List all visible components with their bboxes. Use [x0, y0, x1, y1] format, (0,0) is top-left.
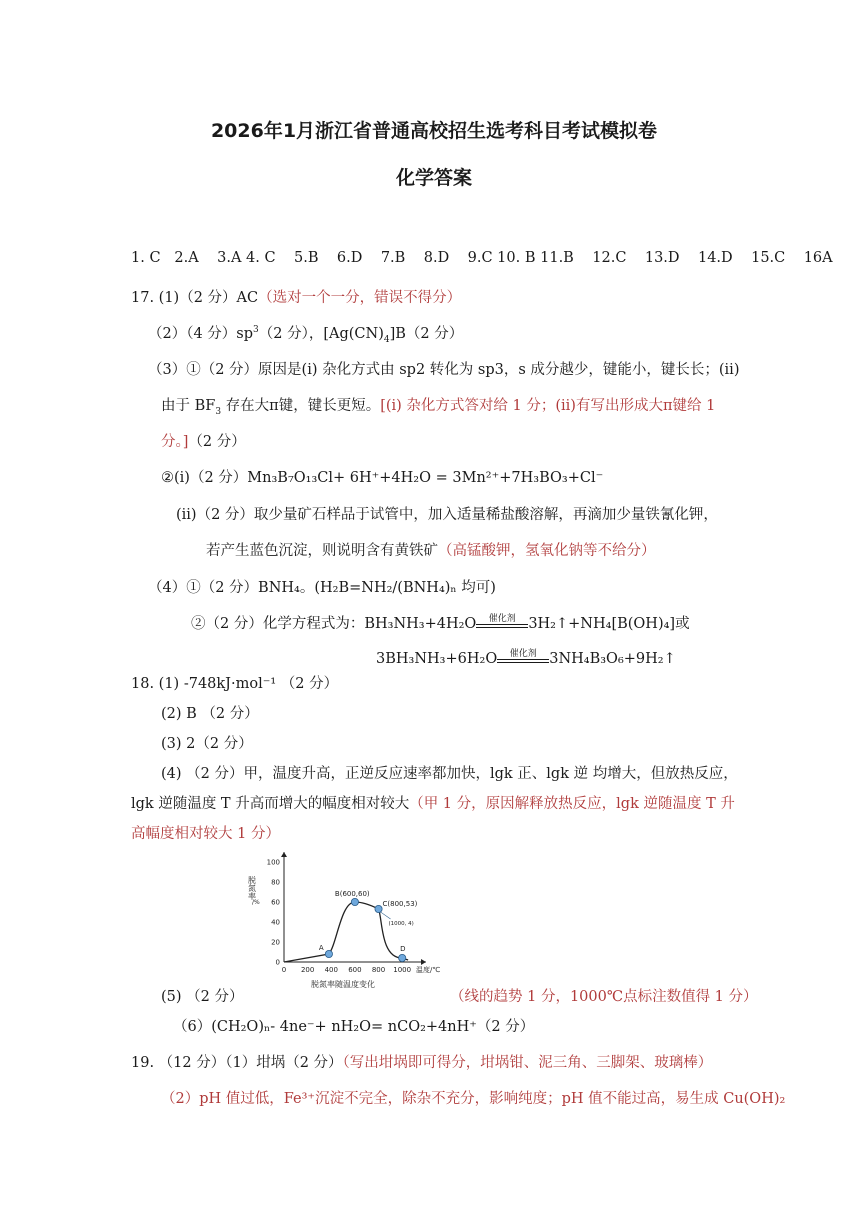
y-axis-arrow: [281, 852, 287, 857]
point-label-D: D: [400, 945, 406, 953]
page-subtitle: 化学答案: [395, 167, 472, 189]
chart-svg: [242, 852, 442, 1000]
q18-part4-line2-text: lgk 逆随温度 T 升高而增大的幅度相对较大: [131, 796, 410, 812]
q18-part6: （6）(CH₂O)ₙ- 4ne⁻+ nH₂O= nCO₂+4nH⁺（2 分）: [173, 1019, 535, 1035]
q17-part3-line2-note: [(i) 杂化方式答对给 1 分；(ii)有写出形成大π键给 1: [380, 398, 716, 414]
annotation-label: (1000, 4): [388, 921, 414, 927]
point-B: [351, 898, 358, 905]
q18-part4-line2-note: （甲 1 分，原因解释放热反应，lgk 逆随温度 T 升: [409, 796, 735, 812]
q18-part4-line1: (4) （2 分）甲，温度升高，正逆反应速率都加快，lgk 正、lgk 逆 均增大，但放热反应，: [161, 766, 738, 782]
q17-part3-ii-line2: [206, 539, 656, 560]
q17-part4-3-rhs: 3NH₄B₃O₆+9H₂↑: [549, 651, 676, 667]
q18-part5-note: （线的趋势 1 分，1000℃点标注数值得 1 分）: [450, 989, 758, 1005]
point-label-C: C(800,53): [382, 900, 418, 908]
y-tick-label: 100: [266, 858, 280, 867]
q17-part2-sub: 4: [383, 334, 390, 345]
q19-part1: [131, 1051, 712, 1072]
y-axis-label: 脱氮率: [247, 876, 257, 900]
q18-part4-line3-note: 高幅度相对较大 1 分）: [131, 826, 280, 842]
q17-part3-line2-a: 由于 BF: [161, 398, 216, 414]
q17-part4-2-rhs: 3H₂↑+NH₄[B(OH)₄]或: [528, 616, 690, 632]
catalyst-label: 催化剂: [488, 614, 516, 624]
y-tick-label: 20: [271, 938, 280, 947]
q18-part5: (5) （2 分）: [161, 989, 244, 1005]
q17-part3-ii-note: （高锰酸钾，氢氧化钠等不给分）: [438, 543, 656, 559]
point-label-B: B(600,60): [334, 890, 370, 898]
y-tick-label: 60: [271, 898, 280, 907]
chart-caption: 脱氮率随温度变化: [311, 980, 375, 989]
q18-part3: (3) 2（2 分）: [161, 736, 253, 752]
q17-part3-line3-score: （2 分）: [188, 434, 246, 450]
q19-part2: （2）pH 值过低，Fe³⁺沉淀不完全，除杂不充分，影响纯度；pH 值不能过高，易生成 Cu(OH)₂: [161, 1091, 786, 1107]
catalyst-arrow-2: [497, 650, 549, 668]
q17-part3-line3-note: 分。]: [161, 434, 189, 450]
q17-part2: [148, 322, 463, 343]
q17-part3-ii-text: 若产生蓝色沉淀，则说明含有黄铁矿: [206, 543, 438, 559]
q17-part3-line3: [161, 430, 246, 451]
q19-part1-answer: 19. （12 分）（1）坩埚（2 分）: [131, 1055, 343, 1071]
y-axis-unit: /%: [252, 899, 260, 906]
q17-part2-a: （2）（4 分）sp: [148, 326, 254, 342]
q17-part3-line2: [161, 394, 715, 415]
q17-part3-line1: （3）①（2 分）原因是(i) 杂化方式由 sp2 转化为 sp3，s 成分越少，键能小，键长长；(ii): [148, 362, 740, 378]
q17-part4-2: [191, 612, 690, 633]
q17-part1: [131, 286, 461, 307]
x-tick-label: 200: [300, 966, 315, 974]
q17-part4-1: （4）①（2 分）BNH₄。(H₂B=NH₂/(BNH₄)ₙ 均可): [148, 580, 496, 596]
point-C: [375, 905, 382, 912]
q17-part1-answer: 17. (1)（2 分）AC: [131, 290, 259, 306]
q17-part3-ii-line1: (ii)（2 分）取少量矿石样品于试管中，加入适量稀盐酸溶解，再滴加少量铁氰化钾，: [176, 507, 718, 523]
q17-part3-2: ②(i)（2 分）Mn₃B₇O₁₃Cl+ 6H⁺+4H₂O = 3Mn²⁺+7H₃BO₃+Cl⁻: [161, 470, 604, 486]
denitrification-chart: [242, 852, 442, 1000]
x-tick-label: 0: [281, 966, 287, 974]
point-A: [325, 950, 332, 957]
x-tick-label: 600: [348, 966, 362, 974]
x-axis-label: 温度/℃: [416, 966, 441, 974]
q18-part4-line2: [131, 792, 735, 813]
q19-part1-note: （写出坩埚即可得分，坩埚钳、泥三角、三脚架、玻璃棒）: [342, 1055, 713, 1071]
catalyst-arrow: [476, 615, 528, 633]
y-tick-label: 40: [271, 918, 280, 927]
series-line: [284, 902, 408, 962]
point-D: [399, 954, 406, 961]
q18-part1: 18. (1) -748kJ·mol⁻¹ （2 分）: [131, 676, 339, 692]
q17-part2-b: （2 分），[Ag(CN): [258, 326, 384, 342]
q18-part2: (2) B （2 分）: [161, 706, 259, 722]
y-tick-label: 0: [275, 958, 280, 967]
q17-part2-sup: 3: [253, 325, 259, 336]
x-tick-label: 800: [371, 966, 386, 974]
y-tick-label: 80: [271, 878, 280, 887]
x-tick-label: 1000: [393, 966, 412, 974]
point-label-A: A: [318, 944, 324, 952]
q17-part3-line2-sub: 3: [215, 406, 222, 417]
q17-part2-c: ]B（2 分）: [389, 326, 464, 342]
annotation-leader: [381, 912, 391, 919]
q17-part3-line2-b: 存在大π键，键长更短。: [221, 398, 381, 414]
q17-part1-note: （选对一个一分，错误不得分）: [258, 290, 462, 306]
x-tick-label: 400: [324, 966, 338, 974]
catalyst-label-2: 催化剂: [509, 649, 537, 659]
x-axis-arrow: [421, 959, 426, 965]
q17-part4-2-lhs: ②（2 分）化学方程式为：BH₃NH₃+4H₂O: [191, 616, 477, 632]
mc-answers: 1. C 2.A 3.A 4. C 5.B 6.D 7.B 8.D 9.C 10. B 11.B 12.C 13.D 14.D 15.C 16A: [131, 250, 833, 266]
q17-part4-3: [376, 650, 676, 668]
q17-part4-3-lhs: 3BH₃NH₃+6H₂O: [376, 651, 498, 667]
page-title: 2026年1月浙江省普通高校招生选考科目考试模拟卷: [210, 120, 658, 142]
